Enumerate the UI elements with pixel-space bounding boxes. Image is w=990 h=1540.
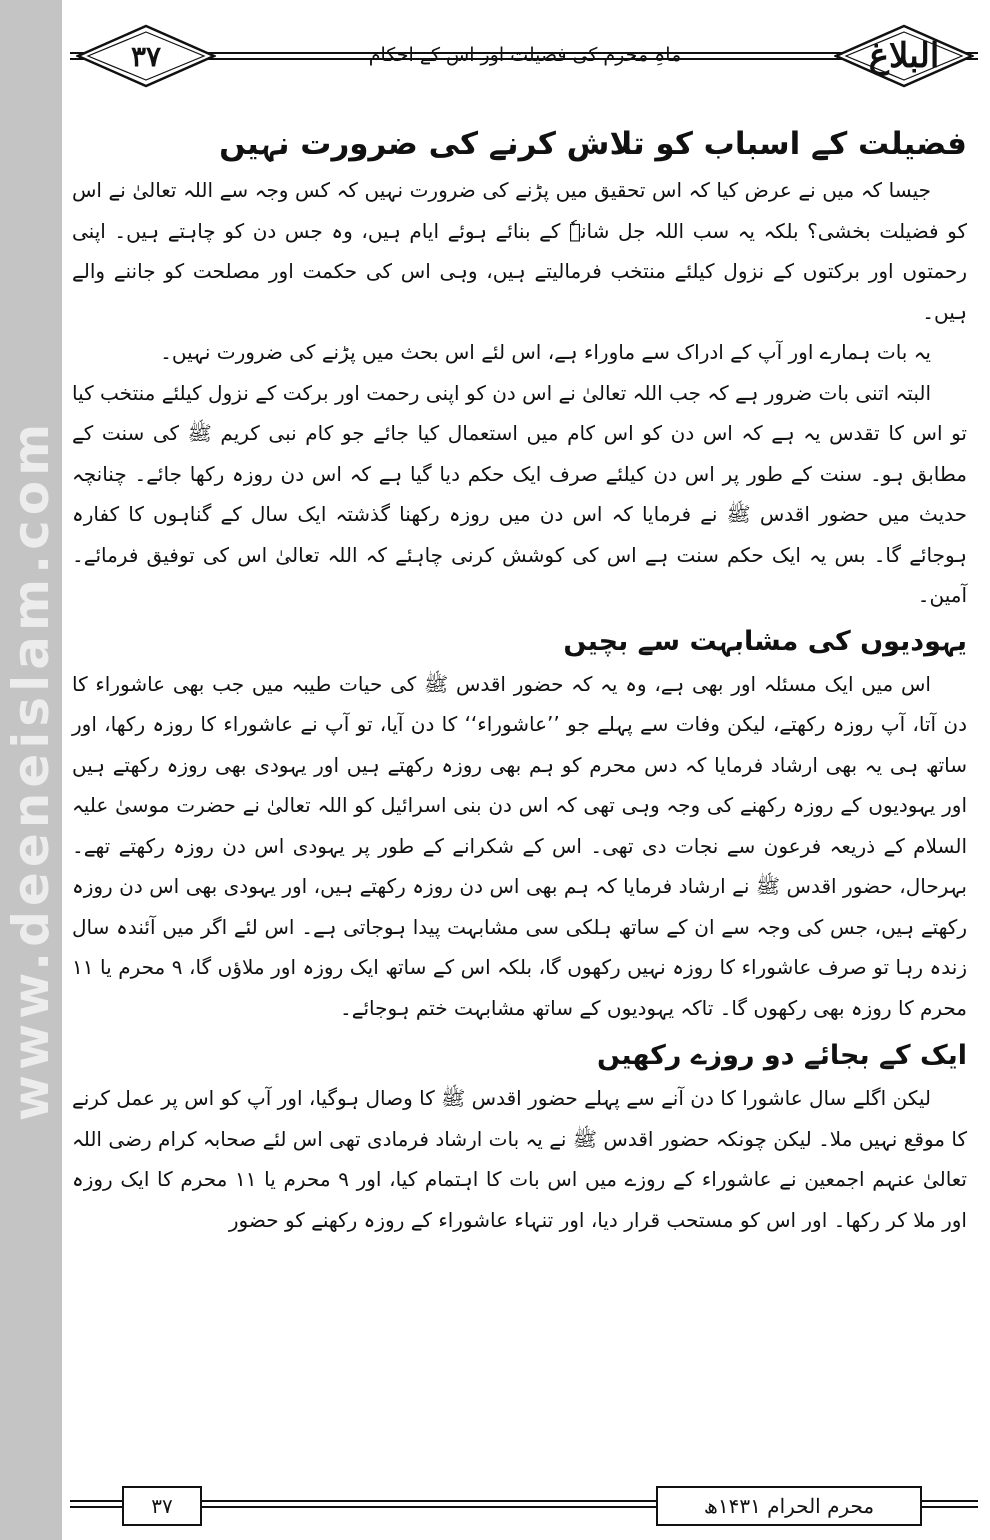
paragraph: لیکن اگلے سال عاشورا کا دن آنے سے پہلے حضور اقدس ﷺ کا وصال ہوگیا، اور آپ کو اس پر عمل کرنے کا موقع نہیں ملا۔ لیکن چونکہ حضور اقدس ﷺ نے یہ بات ارشاد فرمادی تھی اس لئے صحابہ کرام رضی اللہ تعالیٰ عنہم اجمعین نے عاشوراء کے روزے میں اس بات کا اہتمام کیا، اور ۹ محرم یا ۱۱ محرم کا ایک روزہ اور ملا کر رکھا۔ اور اس کو مستحب قرار دیا، اور تنہاء عاشوراء کے روزہ رکھنے کو حضور [72,1086,967,1232]
page-number-badge [76,24,216,88]
paragraph: اس میں ایک مسئلہ اور بھی ہے، وہ یہ کہ حضور اقدس ﷺ کی حیات طیبہ میں جب بھی عاشوراء کا دن آتا، آپ روزہ رکھتے، لیکن وفات سے پہلے جو ’’عاشوراء‘‘ کا دن آیا، تو آپ نے عاشوراء کا روزہ رکھا، اور ساتھ ہی یہ بھی ارشاد فرمایا کہ دس محرم کو ہم بھی روزہ رکھتے ہیں اور یہودی بھی روزہ رکھتے ہیں اور یہودیوں کے روزہ رکھنے کی وجہ وہی تھی کہ اس دن بنی اسرائیل کو اللہ تعالیٰ نے حضرت موسیٰ علیہ السلام کے ذریعہ فرعون سے نجات دی تھی۔ اس کے شکرانے کے طور پر یہودی اس دن روزہ رکھتے تھے۔ بہرحال، حضور اقدس ﷺ نے ارشاد فرمایا کہ ہم بھی اس دن روزہ رکھتے ہیں، اور یہودی بھی اس دن روزہ رکھتے ہیں، جس کی وجہ سے ان کے ساتھ ہلکی سی مشابہت پیدا ہوجاتی ہے۔ اس لئے اگر میں آئندہ سال زندہ رہا تو صرف عاشوراء کا روزہ نہیں رکھوں گا، بلکہ اس کے ساتھ ایک روزہ اور ملاؤں گا، ۹ محرم یا ۱۱ محرم کا روزہ بھی رکھوں گا۔ تاکہ یہودیوں کے ساتھ مشابہت ختم ہوجائے۔ [72,671,967,1020]
logo-text: البلاغ [868,36,940,76]
magazine-logo [834,24,974,88]
paragraph: یہ بات ہمارے اور آپ کے ادراک سے ماوراء ہے، اس لئے اس بحث میں پڑنے کی ضرورت نہیں۔ [160,340,931,364]
page-footer [70,1482,978,1526]
website-watermark: www.deeneislam.com [2,418,60,1122]
section-heading: فضیلت کے اسباب کو تلاش کرنے کی ضرورت نہیں [219,126,967,162]
section-heading: یہودیوں کی مشابہت سے بچیں [563,625,967,657]
section-heading: ایک کے بجائے دو روزے رکھیں [597,1040,967,1071]
footer-page-number: ۳۷ [122,1486,202,1526]
page-number: ۳۷ [130,39,162,73]
sidebar-watermark-strip [0,0,62,1540]
paragraph: جیسا کہ میں نے عرض کیا کہ اس تحقیق میں پڑنے کی ضرورت نہیں کہ کس وجہ سے اللہ تعالیٰ نے اس کو فضیلت بخشی؟ بلکہ یہ سب اللہ جل شانہٗ کے بنائے ہوئے ایام ہیں، وہ جس دن کو چاہتے ہیں۔ اپنی رحمتوں اور برکتوں کے نزول کیلئے منتخب فرمالیتے ہیں، وہی اس کی حکمت اور مصلحت کو جاننے والے ہیں۔ [72,178,967,324]
paragraph: البتہ اتنی بات ضرور ہے کہ جب اللہ تعالیٰ نے اس دن کو اپنی رحمت اور برکت کے نزول کیلئے منتخب کیا تو اس کا تقدس یہ ہے کہ اس دن کو اس کام میں استعمال کیا جائے جو کام نبی کریم ﷺ کی سنت کے مطابق ہو۔ سنت کے طور پر اس دن کیلئے صرف ایک حکم دیا گیا ہے کہ اس دن روزہ رکھا جائے۔ چنانچہ حدیث میں حضور اقدس ﷺ نے فرمایا کہ اس دن میں روزہ رکھنا گذشتہ ایک سال کے گناہوں کا کفارہ ہوجائے گا۔ بس یہ ایک حکم سنت ہے اس کی کوشش کرنی چاہئے کہ اللہ تعالیٰ اس کی توفیق فرمائے۔ آمین۔ [72,380,967,607]
page-header [70,14,978,102]
running-title: ماہِ محرم کی فضیلت اور اس کے احکام [368,44,682,66]
article-body [72,118,967,1240]
footer-issue-date: محرم الحرام ۱۴۳۱ھ [656,1486,922,1526]
